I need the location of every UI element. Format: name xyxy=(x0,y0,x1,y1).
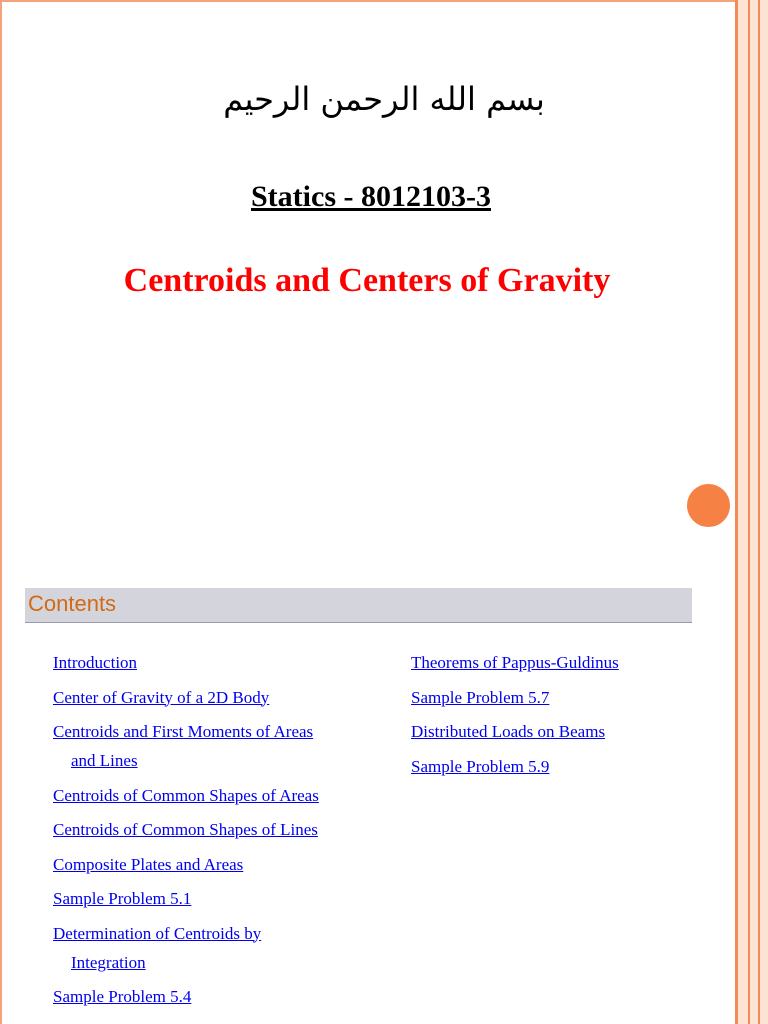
contents-heading: Contents xyxy=(28,591,117,616)
toc-link-introduction[interactable]: Introduction xyxy=(53,653,138,672)
contents-left-column xyxy=(53,648,388,1017)
toc-link-sample-problem-5-9[interactable]: Sample Problem 5.9 xyxy=(411,756,550,776)
toc-link-centroids-first-moments[interactable]: Centroids and First Moments of Areas and Lines xyxy=(53,722,314,770)
course-title: Statics - 8012103-3 xyxy=(251,180,491,213)
toc-link-sample-problem-5-7[interactable]: Sample Problem 5.7 xyxy=(411,687,550,707)
toc-link-sample-problem-5-4[interactable]: Sample Problem 5.4 xyxy=(53,987,192,1006)
basmala-text: بسم الله الرحمن الرحيم xyxy=(223,80,545,118)
contents-header-bar xyxy=(25,588,692,623)
frame-stripe xyxy=(758,0,760,1024)
slide-frame-right xyxy=(735,0,768,1024)
contents-right-column xyxy=(411,648,711,786)
toc-link-sample-problem-5-1[interactable]: Sample Problem 5.1 xyxy=(53,889,192,908)
slide-frame-top xyxy=(0,0,736,2)
toc-link-determination-centroids[interactable]: Determination of Centroids by Integration xyxy=(53,923,262,972)
toc-link-composite-plates[interactable]: Composite Plates and Areas xyxy=(53,854,244,874)
slide-frame-left xyxy=(0,0,2,1024)
toc-link-distributed-loads[interactable]: Distributed Loads on Beams xyxy=(411,722,606,741)
toc-link-pappus-guldinus[interactable]: Theorems of Pappus-Guldinus xyxy=(411,653,619,672)
toc-link-centroids-shapes-lines[interactable]: Centroids of Common Shapes of Lines xyxy=(53,820,318,839)
frame-stripe xyxy=(748,0,750,1024)
toc-link-centroids-shapes-areas[interactable]: Centroids of Common Shapes of Areas xyxy=(53,785,319,805)
toc-link-center-of-gravity-2d[interactable]: Center of Gravity of a 2D Body xyxy=(53,687,270,707)
orange-circle-bullet-icon xyxy=(685,482,732,529)
lecture-title: Centroids and Centers of Gravity xyxy=(123,262,611,299)
